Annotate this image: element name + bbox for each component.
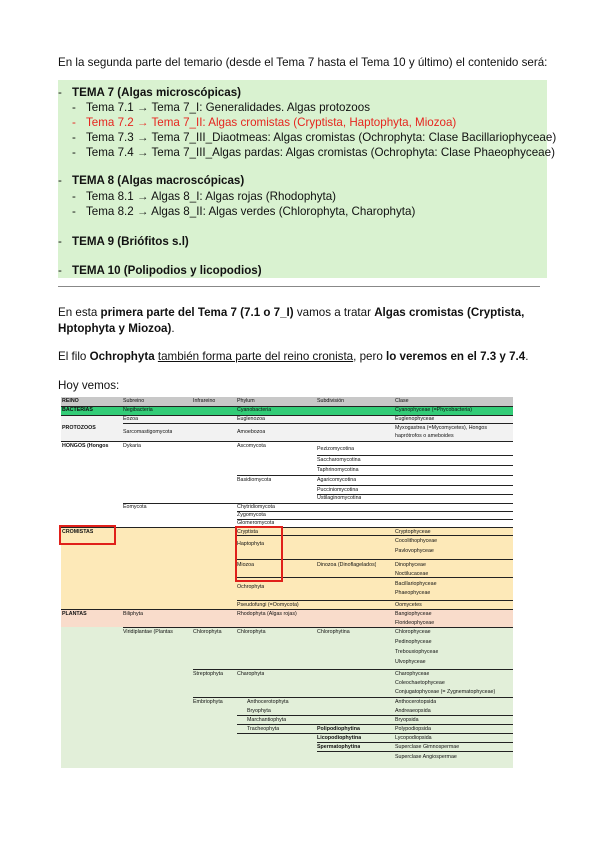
phylum-cell: Bryophyta [247,708,271,714]
phylum-cell: Chlorophyta [237,629,266,635]
row-line [123,503,513,504]
tema7-item: - Tema 7.3 → Tema 7_III_Diaotmeas: Algas cromistas (Ochrophyta: Clase Bacillariophyceae) [72,131,557,144]
paragraph-1-line-2: Hptophyta y Miozoa). [58,322,175,335]
row-line [193,697,513,698]
clase-cell: Cyanophyceae (=Phycobacteria) [395,407,472,413]
row-line [317,751,513,752]
phylum-cell: Chytridiomycota [237,504,275,510]
clase-cell: Conjugatophyceae (= Zygnematophyceae) [395,689,496,695]
clase-cell: Bangiophyceae [395,611,432,617]
subdivision-cell: Chlorophytina [317,629,350,635]
tema7-item: - Tema 7.1 → Tema 7_I: Generalidades. Algas protozoos [72,101,370,114]
phylum-cell: Euglenozoa [237,416,265,422]
subreino-cell: Eozoa [123,416,139,422]
clase-cell: Trebouxiophyceae [395,649,439,655]
header-clase: Clase [395,398,409,404]
clase-cell: Dinophyceae [395,562,426,568]
clase-cell: Cocolithophyceae [395,538,438,544]
header-infrareino: Infrareino [193,398,216,404]
clase-cell: Phaeophyceae [395,590,431,596]
subreino-cell: Viridiplantae (Plantas [123,629,173,635]
header-subdivision: Subdivisión [317,398,345,404]
tema9-heading: - TEMA 9 (Briófitos s.l) [58,235,189,248]
phylum-cell: Rhodophyta (Algas rojas) [237,611,297,617]
reino-cell: PROTOZOOS [62,425,96,431]
clase-cell: Cryptophyceae [395,529,431,535]
clase-cell: Euglenophyceae [395,416,435,422]
reino-cell: CROMISTAS [62,529,94,535]
subreino-cell: Negibacteria [123,407,153,413]
clase-cell: Coleochaetophyceae [395,680,445,686]
clase-cell: haprótrofos o ameboides [395,433,454,439]
phylum-cell: Glomeromycota [237,520,275,526]
tema7-item: - Tema 7.4 → Tema 7_III_Algas pardas: Algas cromistas (Ochrophyta: Clase Phaeophyceae) [72,146,555,159]
reino-cell: HONGOS (Hongos [62,443,109,449]
phylum-cell: Cryptista [237,529,258,535]
reino-cell: PLANTAS [62,611,87,617]
clase-cell: Andreaeopsida [395,708,431,714]
clase-cell: Polypodiopsida [395,726,431,732]
hoy-vemos-label: Hoy vemos: [58,379,120,392]
phyla-highlight-box [235,526,283,582]
phylum-cell: Ascomycota [237,443,266,449]
infrareino-cell: Embriophyta [193,699,223,705]
subdivision-cell: Dinozoa (Dinoflagelados) [317,562,377,568]
phylum-cell: Miozoa [237,562,255,568]
subdivision-cell: Polipodiophytina [317,726,360,732]
clase-cell: Myxogastrea (=Mycomycetes), Hongos [395,425,487,431]
subdivision-cell: Pezizomycotina [317,446,355,452]
phylum-cell: Basidiomycota [237,477,272,483]
tema8-heading: - TEMA 8 (Algas macroscópicas) [58,174,245,187]
clase-cell: Lycopodiopsida [395,735,432,741]
header-phylum: Phylum [237,398,255,404]
tema7-heading: - TEMA 7 (Algas microscópicas) [58,86,242,99]
clase-cell: Oomycetes [395,602,422,608]
subdivision-cell: Agaricomycotina [317,477,357,483]
tema8-item: - Tema 8.2 → Algas 8_II: Algas verdes (Chlorophyta, Charophyta) [72,205,416,218]
cromistas-highlight-box [59,525,116,545]
clase-cell: Superclase Angiospermae [395,754,457,760]
cromistas-band [61,527,513,609]
clase-cell: Bacillariophyceae [395,581,437,587]
row-line [237,511,513,512]
phylum-cell: Pseudofungi (=Oomycota) [237,602,299,608]
divider [58,286,540,287]
clase-cell: Ulvophyceae [395,659,426,665]
clase-cell: Charophyceae [395,671,430,677]
row-line [237,519,513,520]
subreino-cell: Eomycota [123,504,147,510]
clase-cell: Superclase Gimnospermae [395,744,460,750]
clase-cell: Pedinophyceae [395,639,432,645]
header-reino: REINO [62,398,79,404]
clase-cell: Anthocerotopsida [395,699,437,705]
tema10-heading: - TEMA 10 (Polipodios y licopodios) [58,264,262,277]
subreino-cell: Dykaria [123,443,141,449]
paragraph-2: El filo Ochrophyta también forma parte del reino cronista, pero lo veremos en el 7.3 y 7.4. [58,350,529,363]
row-line [237,733,513,734]
header-subreino: Subreino [123,398,145,404]
tema8-item: - Tema 8.1 → Algas 8_I: Algas rojas (Rhodophyta) [72,190,337,203]
tema7-item-highlighted: - Tema 7.2 → Tema 7_II: Algas cromistas (Cryptista, Haptophyta, Miozoa) [72,116,457,129]
intro-text: En la segunda parte del temario (desde el Tema 7 hasta el Tema 10 y último) el contenido será: [58,56,548,69]
clase-cell: Noctilucaceae [395,571,429,577]
clase-cell: Florideophyceae [395,620,435,626]
subdivision-cell: Taphrinomycotina [317,467,359,473]
phylum-cell: Marchantiophyta [247,717,287,723]
phylum-cell: Haptophyta [237,541,265,547]
subdivision-cell: Spermatophytina [317,744,361,750]
subdivision-cell: Pucciniomycotina [317,487,359,493]
reino-cell: BACTERIAS [62,407,93,413]
subdivision-cell: Saccharomycotina [317,457,361,463]
subdivision-cell: Licopodiophytina [317,735,362,741]
row-line [61,527,513,528]
phylum-cell: Charophyta [237,671,265,677]
phylum-cell: Tracheophyta [247,726,280,732]
clase-cell: Pavlovophyceae [395,548,434,554]
row-line [237,475,513,476]
subdivision-cell: Ustilaginomycotina [317,495,362,501]
clase-cell: Bryopsida [395,717,419,723]
phylum-cell: Ochrophyta [237,584,265,590]
clase-cell: Chlorophyceae [395,629,431,635]
paragraph-1-line-1: En esta primera parte del Tema 7 (7.1 o 7_I) vamos a tratar Algas cromistas (Cryptista, [58,306,525,319]
phylum-cell: Zygomycota [237,512,266,518]
infrareino-cell: Streptophyta [193,671,224,677]
infrareino-cell: Chlorophyta [193,629,222,635]
phylum-cell: Cyanobacteria [237,407,272,413]
subreino-cell: Sarcomastigomycota [123,429,173,435]
subreino-cell: Biliphyta [123,611,144,617]
taxonomy-table [61,397,513,768]
phylum-cell: Amoebozoa [237,429,266,435]
phylum-cell: Anthocerotophyta [247,699,289,705]
